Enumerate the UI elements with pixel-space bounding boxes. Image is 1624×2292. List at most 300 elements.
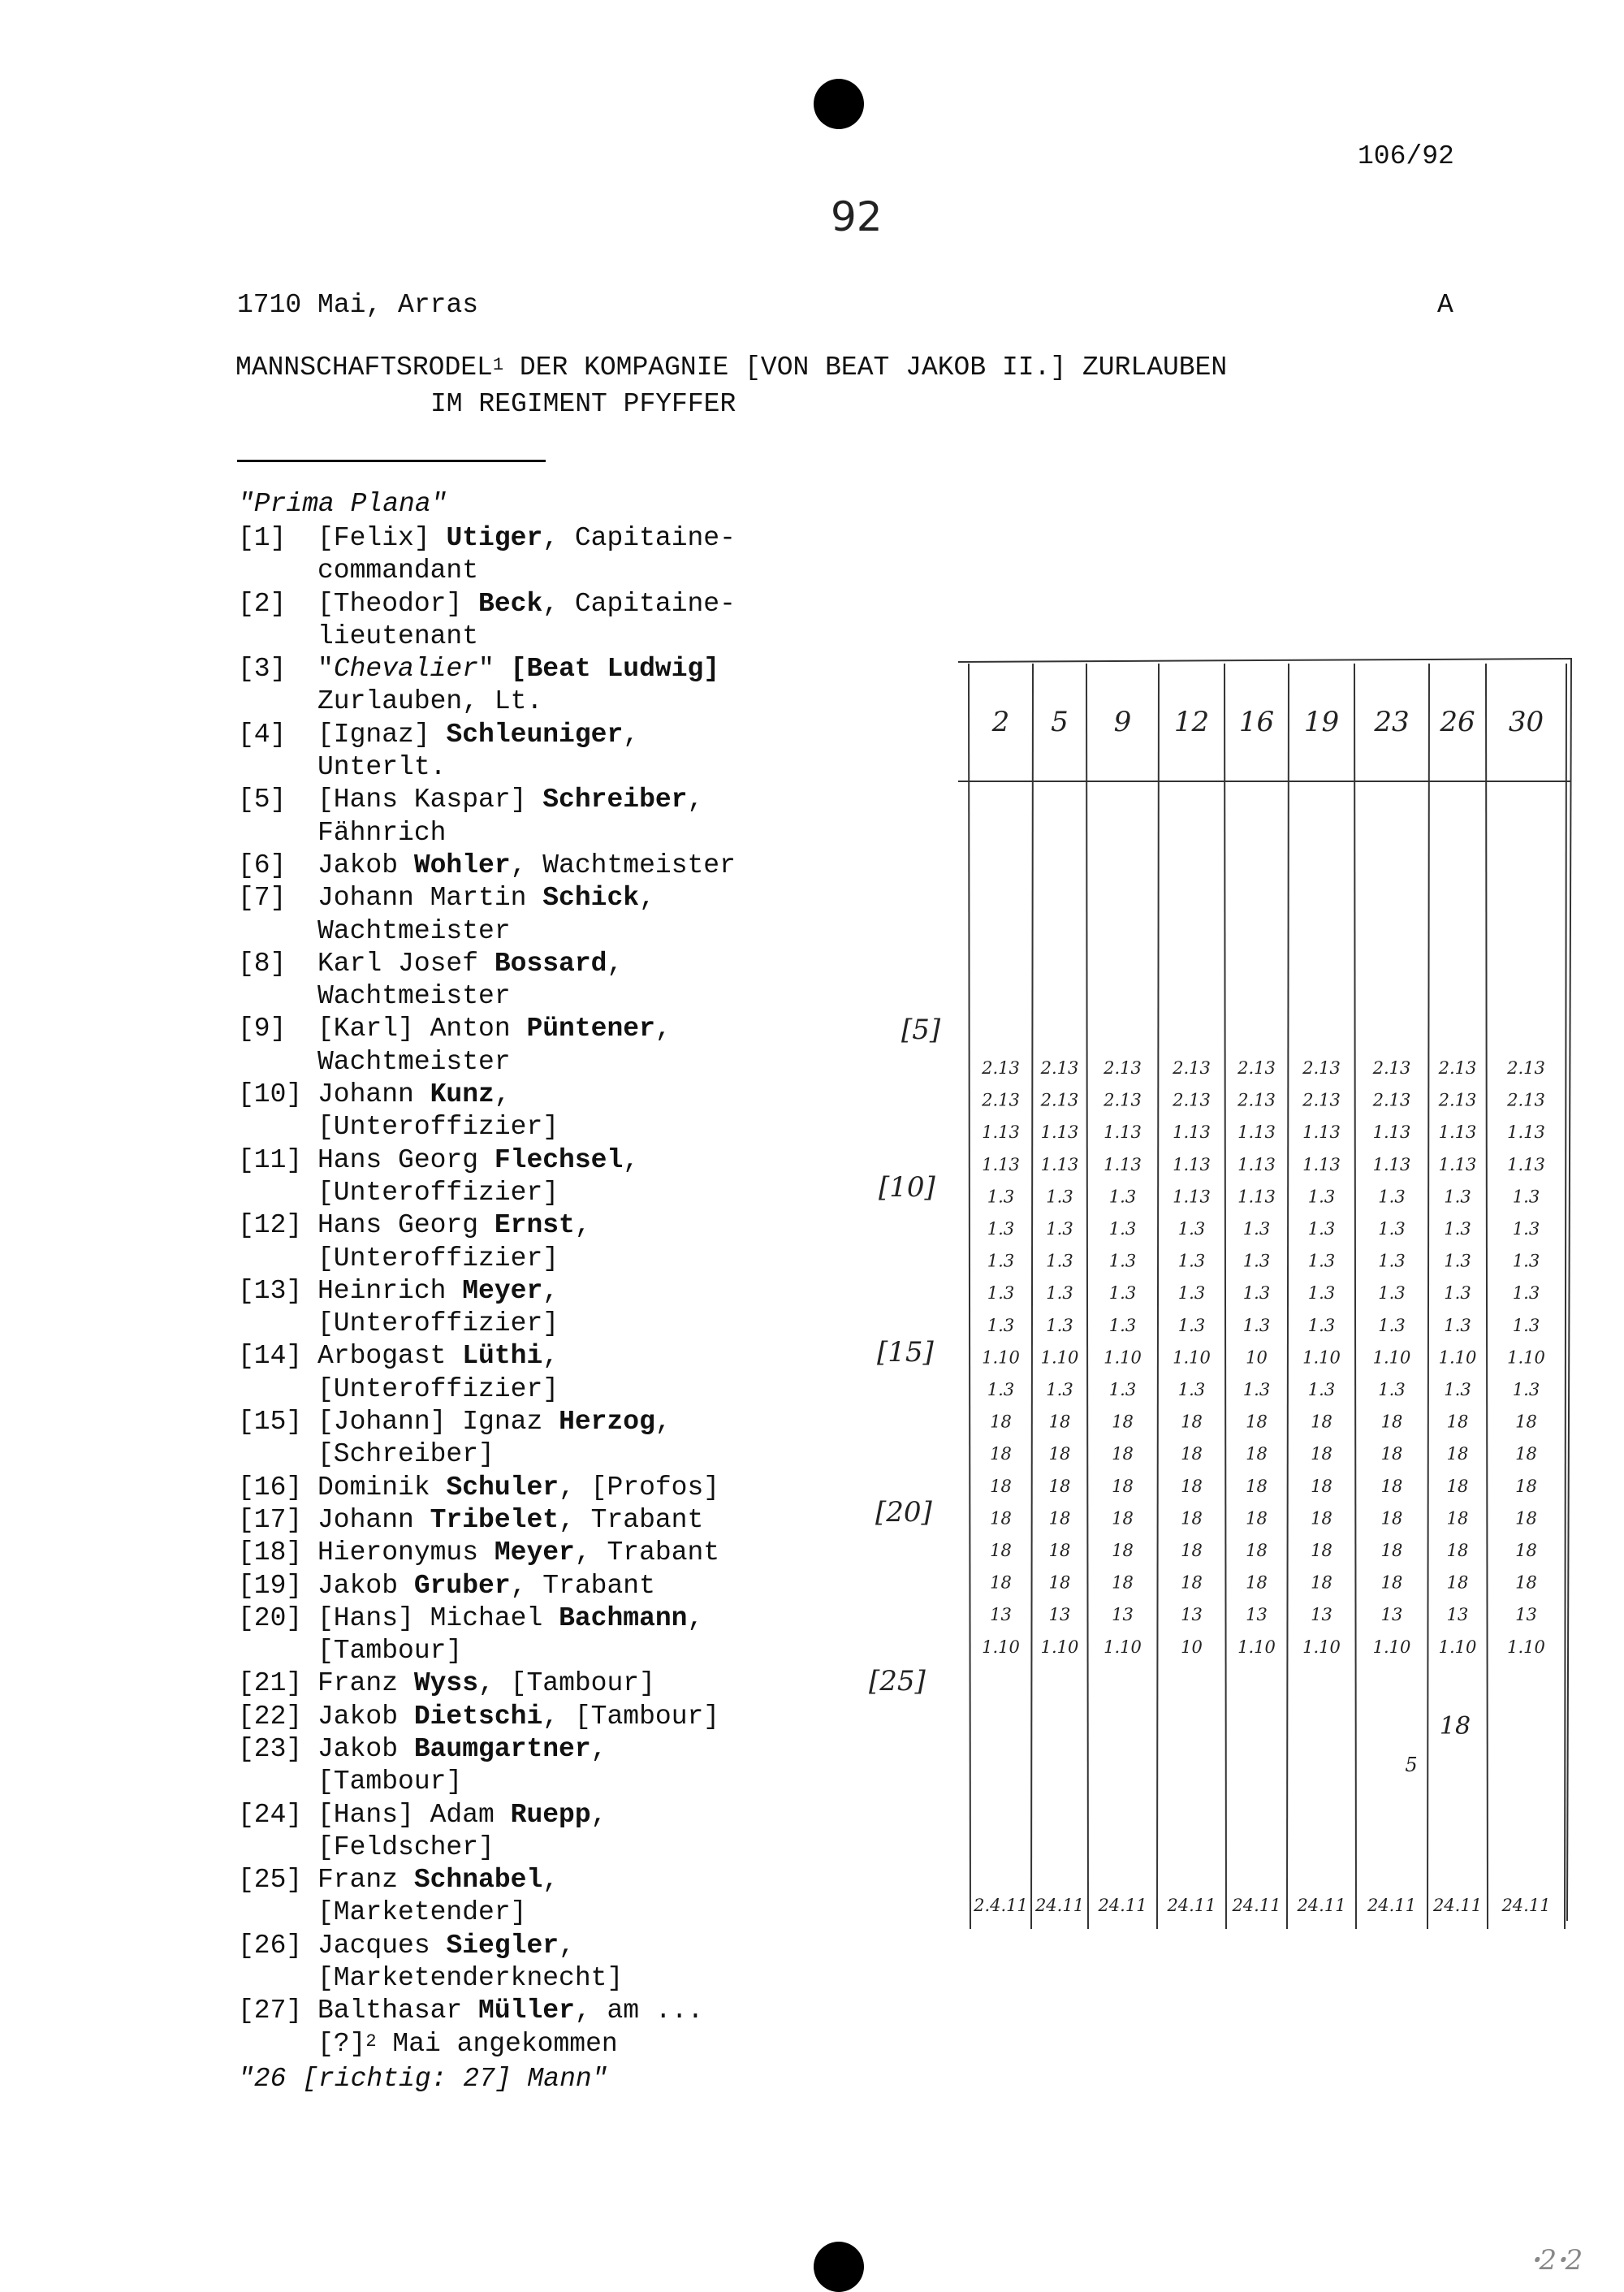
ledger-cell: 2.13	[982, 1090, 1020, 1110]
ledger-total-cell: 24.11	[1098, 1896, 1147, 1915]
entry-number: [15]	[238, 1407, 303, 1438]
ledger-cell: 1.3	[1108, 1251, 1137, 1271]
ledger-cell: 18	[1311, 1444, 1332, 1464]
ledger-cell: 18	[1048, 1444, 1071, 1464]
ledger-cell: 1.13	[1237, 1154, 1276, 1174]
entry-surname: Müller	[478, 1996, 575, 2026]
ledger-cell: 1.3	[1108, 1219, 1137, 1239]
ledger-cell: 13	[1380, 1605, 1403, 1625]
entry-text-part: [?]	[317, 2028, 366, 2059]
ledger-cell: 18	[1446, 1412, 1469, 1432]
ledger-cell: 1.3	[1307, 1315, 1336, 1335]
entry-continuation: [Unteroffizier]	[317, 1112, 559, 1143]
entry-text-part: Dominik	[317, 1472, 447, 1503]
entry-surname: Püntener	[526, 1014, 655, 1044]
entry-number: [9]	[238, 1014, 287, 1044]
ledger-total-cell: 24.11	[1167, 1896, 1216, 1915]
personnel-entry	[238, 1930, 806, 1996]
ledger-cell: 1.10	[1173, 1347, 1211, 1368]
ledger-cell: 2.13	[1372, 1090, 1411, 1110]
entry-text-part: ,	[687, 785, 704, 815]
ledger-total-cell: 24.11	[1232, 1896, 1281, 1915]
ledger-cell: 1.3	[1046, 1251, 1073, 1271]
entry-text-part: Karl Josef	[317, 948, 495, 979]
ledger-cell: 1.3	[1046, 1219, 1073, 1239]
entry-text-part: , Trabant	[559, 1504, 704, 1535]
entry-text-part: Hans Georg	[317, 1210, 495, 1241]
entry-text	[317, 1799, 806, 1865]
ledger-day-header: 23	[1374, 706, 1410, 738]
ledger-cell: 1.3	[1444, 1219, 1471, 1239]
entry-text-part: [Hans] Adam	[317, 1799, 511, 1830]
entry-text-part: ,	[542, 1275, 559, 1306]
ledger-cell: 1.13	[1173, 1122, 1211, 1143]
ledger-day-header: 5	[1051, 706, 1069, 738]
ledger-column-rule	[1224, 664, 1226, 1929]
ledger-cell: 1.3	[1378, 1315, 1406, 1335]
entry-number: [16]	[238, 1472, 303, 1503]
ledger-cell: 13	[1515, 1605, 1537, 1625]
ledger-day-header: 19	[1303, 706, 1340, 738]
personnel-entry	[238, 653, 806, 719]
entry-surname: Lüthi	[462, 1341, 543, 1372]
ledger-cell: 1.10	[1302, 1347, 1341, 1368]
ledger-cell: 1.3	[1378, 1283, 1406, 1304]
personnel-entry	[238, 1864, 806, 1930]
entry-text-part: Johann	[317, 1079, 430, 1110]
ledger-cell: 18	[1515, 1572, 1537, 1593]
personnel-entry	[238, 1537, 806, 1569]
ledger-cell: 1.3	[1108, 1380, 1137, 1399]
ledger-total-cell: 24.11	[1034, 1896, 1085, 1915]
personnel-entry	[238, 850, 806, 882]
entry-text	[317, 1570, 806, 1602]
ledger-cell: 1.10	[1104, 1347, 1142, 1368]
ledger-cell: 1.13	[1237, 1122, 1276, 1143]
ledger-cell: 1.13	[1438, 1154, 1477, 1174]
ledger-cell: 13	[1048, 1605, 1071, 1625]
document-label: A	[1437, 290, 1453, 320]
ledger-cell: 13	[1446, 1605, 1469, 1625]
ledger-cell: 18	[1112, 1476, 1134, 1496]
ledger-cell: 1.13	[982, 1122, 1020, 1143]
entry-text-part: ,	[654, 1407, 672, 1438]
ledger-cell: 1.3	[1242, 1380, 1271, 1399]
ledger-cell: 1.3	[1378, 1380, 1406, 1399]
entry-text-part: "	[317, 654, 334, 685]
entry-number: [13]	[238, 1275, 303, 1306]
personnel-entry	[238, 1570, 806, 1602]
ledger-cell: 1.10	[1104, 1637, 1142, 1657]
entry-surname: Meyer	[462, 1275, 543, 1306]
entry-number: [4]	[238, 719, 287, 750]
entry-number: [10]	[238, 1079, 303, 1110]
ledger-cell: 18	[1181, 1444, 1203, 1464]
ledger-column-rule	[1287, 664, 1289, 1929]
ledger-cell: 1.3	[1242, 1283, 1271, 1304]
ledger-cell: 1.13	[1302, 1122, 1341, 1143]
ledger-cell: 18	[1446, 1476, 1469, 1496]
entry-text	[317, 1340, 806, 1406]
ledger-total-cell: 24.11	[1501, 1896, 1551, 1915]
entry-number: [2]	[238, 588, 287, 619]
ledger-cell: 1.13	[1302, 1154, 1341, 1174]
entry-text-part: [Hans] Michael	[317, 1602, 559, 1633]
entry-text-part: Jakob	[317, 1701, 414, 1732]
entry-text	[317, 1602, 806, 1668]
entry-text-part: ,	[542, 1865, 559, 1896]
entry-text-part: Jakob	[317, 1570, 414, 1601]
ledger-column-rule	[1086, 664, 1088, 1929]
ledger-cell: 1.3	[1512, 1283, 1540, 1304]
ledger-cell: 1.10	[1507, 1637, 1545, 1657]
date-place: 1710 Mai, Arras	[237, 290, 479, 320]
ledger-cell: 13	[1246, 1605, 1268, 1625]
entry-number: [27]	[238, 1996, 303, 2026]
entry-number: [5]	[238, 785, 287, 815]
ledger-cell: 1.3	[987, 1380, 1015, 1399]
ledger-cell: 2.13	[1302, 1090, 1341, 1110]
ledger-cell: 2.13	[1104, 1058, 1142, 1078]
ledger-margin-label: [10]	[879, 1171, 935, 1204]
ledger-cell: 18	[1181, 1508, 1203, 1529]
ledger-cell: 2.13	[1040, 1058, 1079, 1078]
personnel-entry	[238, 588, 806, 654]
ledger-cell: 18	[1446, 1541, 1469, 1560]
entry-continuation: Zurlauben, Lt.	[317, 686, 543, 717]
ledger-cell: 1.3	[1307, 1219, 1336, 1239]
ledger-margin-label: [15]	[877, 1336, 934, 1369]
document-reference: 106/92	[1358, 141, 1454, 171]
entry-surname: Beck	[478, 588, 543, 619]
ledger-cell: 1.10	[1302, 1637, 1341, 1657]
entry-continuation: Unterlt.	[317, 752, 447, 783]
ledger-cell: 18	[1515, 1412, 1537, 1432]
corner-pencil-mark: ꞏ2ꞏ2	[1531, 2244, 1583, 2277]
ledger-cell: 1.13	[1372, 1122, 1411, 1143]
page-number: 92	[831, 193, 883, 240]
ledger-cell: 1.3	[1108, 1315, 1137, 1335]
entry-number: [1]	[238, 523, 287, 553]
ledger-cell: 1.3	[1242, 1315, 1271, 1335]
ledger-cell: 1.10	[1438, 1637, 1477, 1657]
entry-text-part: , [Profos]	[559, 1472, 720, 1503]
entry-text-part: Johann Martin	[317, 883, 543, 914]
entry-number: [7]	[238, 883, 287, 914]
entry-continuation: [Unteroffizier]	[317, 1243, 559, 1274]
personnel-entry	[238, 1472, 806, 1504]
ledger-cell: 1.3	[1444, 1251, 1471, 1271]
entry-number: [18]	[238, 1537, 303, 1568]
ledger-cell: 1.13	[1237, 1187, 1276, 1207]
ledger-cell: 18	[1246, 1476, 1268, 1496]
ledger-cell: 1.3	[987, 1187, 1015, 1207]
handwritten-ledger	[958, 654, 1575, 1941]
personnel-entry	[238, 1275, 806, 1341]
entry-text-part: ,	[559, 1930, 575, 1961]
ledger-margin-label: [20]	[875, 1496, 932, 1529]
ledger-cell: 18	[1311, 1412, 1332, 1432]
ledger-cell: 1.10	[982, 1637, 1020, 1657]
entry-number: [26]	[238, 1930, 303, 1961]
ledger-cell: 18	[1311, 1541, 1332, 1560]
ledger-cell: 1.13	[982, 1154, 1020, 1174]
ledger-cell: 2.13	[1438, 1058, 1477, 1078]
ledger-cell: 1.10	[982, 1347, 1020, 1368]
ledger-total-cell: 24.11	[1432, 1896, 1483, 1915]
ledger-cell: 18	[1048, 1508, 1071, 1529]
ledger-cell: 1.10	[1040, 1637, 1079, 1657]
ledger-day-header: 9	[1113, 706, 1132, 738]
entry-number: [19]	[238, 1570, 303, 1601]
ledger-cell: 18	[1246, 1572, 1268, 1593]
total-count: "26 [richtig: 27] Mann"	[238, 2063, 608, 2094]
ledger-column-rule	[1157, 664, 1159, 1929]
ledger-cell: 1.3	[987, 1283, 1015, 1304]
ledger-cell: 1.3	[1177, 1219, 1206, 1239]
entry-number: [14]	[238, 1341, 303, 1372]
entry-surname: Schreiber	[542, 785, 688, 815]
ledger-day-header: 2	[991, 706, 1010, 738]
document-title: MANNSCHAFTSRODEL$^1$ DER KOMPAGNIE [VON BEAT JAKOB II.] ZURLAUBEN IM REGIMENT PFYFFER	[235, 352, 1228, 419]
ledger-cell: 18	[1048, 1541, 1071, 1560]
entry-text	[317, 1013, 806, 1079]
entry-surname: Bachmann	[559, 1602, 688, 1633]
ledger-cell: 13	[1112, 1605, 1134, 1625]
ledger-cell: 1.3	[1108, 1283, 1137, 1304]
ledger-cell: 18	[990, 1476, 1012, 1496]
entry-continuation: Wachtmeister	[317, 915, 511, 946]
ledger-cell: 1.10	[1438, 1347, 1477, 1368]
entry-text	[317, 522, 806, 588]
entry-surname: Meyer	[494, 1537, 575, 1568]
entry-text-part: Franz	[317, 1865, 414, 1896]
entry-text	[317, 1864, 806, 1930]
entry-text-part: Johann	[317, 1504, 430, 1535]
entry-text	[317, 882, 806, 948]
ledger-cell: 2.13	[982, 1058, 1020, 1078]
ledger-cell: 1.3	[1512, 1251, 1540, 1271]
ledger-cell: 1.3	[1512, 1187, 1540, 1207]
ledger-cell: 1.3	[987, 1219, 1015, 1239]
ledger-cell: 1.3	[1046, 1315, 1073, 1335]
ledger-cell: 1.3	[1512, 1219, 1540, 1239]
ledger-cell: 1.3	[1046, 1187, 1073, 1207]
ledger-cell: 18	[1380, 1508, 1403, 1529]
ledger-total-cell: 24.11	[1367, 1896, 1417, 1915]
entry-surname: Baumgartner	[413, 1733, 591, 1764]
entry-continuation: [Marketender]	[317, 1897, 527, 1928]
ledger-cell: 18	[1246, 1412, 1268, 1432]
binding-hole-top	[814, 79, 864, 129]
entry-continuation: Wachtmeister	[317, 1046, 511, 1077]
personnel-entry	[238, 1995, 806, 2063]
ledger-cell: 18	[1048, 1572, 1071, 1593]
ledger-cell: 1.3	[1307, 1380, 1336, 1399]
ledger-cell: 1.13	[1040, 1154, 1079, 1174]
personnel-entry	[238, 1504, 806, 1537]
entry-text	[317, 719, 806, 785]
entry-text-part: Heinrich	[317, 1275, 463, 1306]
ledger-cell: 18	[1446, 1508, 1469, 1529]
ledger-day-header: 30	[1508, 706, 1544, 738]
entry-text	[317, 1537, 806, 1569]
ledger-cell: 1.3	[1108, 1187, 1137, 1207]
ledger-cell: 1.3	[1512, 1380, 1540, 1399]
entry-number: [20]	[238, 1602, 303, 1633]
entry-surname: Ruepp	[510, 1799, 591, 1830]
entry-text-part: "	[478, 654, 511, 685]
ledger-cell: 1.3	[1444, 1187, 1471, 1207]
entry-number: [6]	[238, 850, 287, 880]
entry-text-part: Franz	[317, 1668, 414, 1699]
entry-text-part: Hans Georg	[317, 1144, 495, 1175]
ledger-cell: 1.13	[1372, 1154, 1411, 1174]
entry-number: [8]	[238, 948, 287, 979]
personnel-entry	[238, 1013, 806, 1079]
entry-number: [24]	[238, 1799, 303, 1830]
entry-text	[317, 784, 806, 850]
ledger-cell: 1.3	[1444, 1380, 1471, 1399]
ledger-cell: 2.13	[1507, 1058, 1545, 1078]
entry-text-part: Jakob	[317, 1733, 414, 1764]
ledger-column-rule	[1427, 664, 1429, 1929]
ledger-cell: 18	[1446, 1444, 1469, 1464]
entry-text	[317, 850, 806, 882]
entry-text-part: ,	[639, 883, 655, 914]
entry-text-part: Jakob	[317, 850, 414, 880]
entry-text	[317, 653, 806, 719]
entry-text-part: ,	[590, 1733, 607, 1764]
entry-text-part: , Trabant	[510, 1570, 655, 1601]
ledger-cell: 18	[1380, 1476, 1403, 1496]
entry-text-part: Balthasar	[317, 1996, 479, 2026]
entry-surname: Bossard	[494, 948, 607, 979]
ledger-cell: 18	[1246, 1444, 1268, 1464]
personnel-entry	[238, 948, 806, 1014]
ledger-cell: 1.13	[1173, 1187, 1211, 1207]
entry-continuation: [Unteroffizier]	[317, 1308, 559, 1339]
entry-surname: Wyss	[413, 1668, 479, 1699]
ledger-right-edge	[1567, 658, 1571, 1921]
ledger-cell: 1.3	[1307, 1283, 1336, 1304]
entry-text-part: Hieronymus	[317, 1537, 495, 1568]
personnel-entry	[238, 1733, 806, 1799]
entry-text	[317, 1472, 806, 1504]
entry-text	[317, 588, 806, 654]
ledger-cell: 18	[1515, 1476, 1537, 1496]
ledger-cell: 18	[1380, 1444, 1403, 1464]
ledger-cell: 18	[1112, 1508, 1134, 1529]
entry-surname: Schnabel	[413, 1865, 543, 1896]
entry-continuation: [Marketenderknecht]	[317, 1963, 624, 1994]
entry-text-part: [Johann] Ignaz	[317, 1407, 559, 1438]
ledger-stray-mark: 5	[1405, 1754, 1418, 1776]
ledger-cell: 1.3	[1378, 1219, 1406, 1239]
ledger-cell: 10	[1181, 1637, 1203, 1657]
ledger-cell: 2.13	[1507, 1090, 1545, 1110]
entry-text-part: Mai angekommen	[376, 2028, 618, 2059]
ledger-cell: 1.3	[1378, 1251, 1406, 1271]
ledger-cell: 2.13	[1438, 1090, 1477, 1110]
entry-surname: Wohler	[413, 850, 511, 880]
ledger-column-rule	[1354, 664, 1356, 1929]
ledger-cell: 2.13	[1040, 1090, 1079, 1110]
ledger-cell: 18	[1311, 1508, 1332, 1529]
entry-surname: Schuler	[446, 1472, 559, 1503]
entry-surname: Herzog	[559, 1407, 655, 1438]
ledger-cell: 1.3	[1512, 1315, 1540, 1335]
ledger-top-rule	[958, 659, 1571, 662]
entry-text-part: ,	[607, 948, 624, 979]
ledger-cell: 1.3	[1307, 1251, 1336, 1271]
entry-surname: Ernst	[494, 1210, 575, 1241]
ledger-cell: 13	[990, 1605, 1012, 1625]
entry-text-part: , am ...	[574, 1996, 704, 2026]
entry-text	[317, 1995, 806, 2063]
ledger-cell: 18	[1048, 1476, 1071, 1496]
ledger-cell: 2.13	[1302, 1058, 1341, 1078]
ledger-cell: 1.10	[1507, 1347, 1545, 1368]
entry-text	[317, 948, 806, 1014]
entry-number: [25]	[238, 1865, 303, 1896]
ledger-cell: 18	[1181, 1476, 1203, 1496]
ledger-cell: 1.3	[1046, 1380, 1073, 1399]
entry-text	[317, 1733, 806, 1799]
ledger-cell: 1.13	[1438, 1122, 1477, 1143]
entry-text-part: [Karl] Anton	[317, 1014, 527, 1044]
ledger-column-rule	[1565, 664, 1566, 1929]
ledger-margin-label: [5]	[901, 1014, 941, 1046]
title-divider	[237, 460, 546, 462]
ledger-cell: 13	[1181, 1605, 1203, 1625]
entry-continuation: [Feldscher]	[317, 1831, 495, 1862]
ledger-margin-label: [25]	[869, 1665, 926, 1697]
ledger-cell: 1.10	[1040, 1347, 1079, 1368]
ledger-cell: 1.10	[1372, 1347, 1411, 1368]
entry-text-part: [Hans Kaspar]	[317, 785, 543, 815]
personnel-entry	[238, 882, 806, 948]
ledger-cell: 1.3	[1444, 1315, 1471, 1335]
ledger-cell: 18	[1380, 1412, 1403, 1432]
entry-text	[317, 1144, 806, 1210]
entry-continuation	[317, 2028, 806, 2063]
binding-hole-bottom	[814, 2242, 864, 2292]
ledger-day-header: 12	[1173, 706, 1210, 738]
ledger-cell: 18	[1446, 1572, 1469, 1593]
ledger-column-rule	[969, 664, 970, 1929]
entry-text	[317, 1275, 806, 1341]
title-footnote-marker: 1	[492, 355, 504, 375]
ledger-cell: 1.3	[1444, 1283, 1471, 1304]
entry-text-part: ,	[574, 1210, 591, 1241]
ledger-cell: 1.3	[1307, 1187, 1336, 1207]
personnel-entry	[238, 1667, 806, 1700]
entry-text-part: ,	[590, 1799, 607, 1830]
ledger-cell: 18	[1112, 1412, 1134, 1432]
entry-text-part: , Capitaine-	[542, 588, 736, 619]
ledger-cell: 1.13	[1104, 1122, 1142, 1143]
entry-text-part: , [Tambour]	[542, 1701, 720, 1732]
entry-text	[317, 1209, 806, 1275]
ledger-cell: 13	[1311, 1605, 1332, 1625]
ledger-cell: 2.13	[1237, 1090, 1276, 1110]
ledger-total-cell: 2.4.11	[974, 1896, 1028, 1915]
entry-continuation: [Unteroffizier]	[317, 1373, 559, 1404]
personnel-entry	[238, 1209, 806, 1275]
entry-surname: Gruber	[413, 1570, 511, 1601]
ledger-cell: 18	[1515, 1541, 1537, 1560]
